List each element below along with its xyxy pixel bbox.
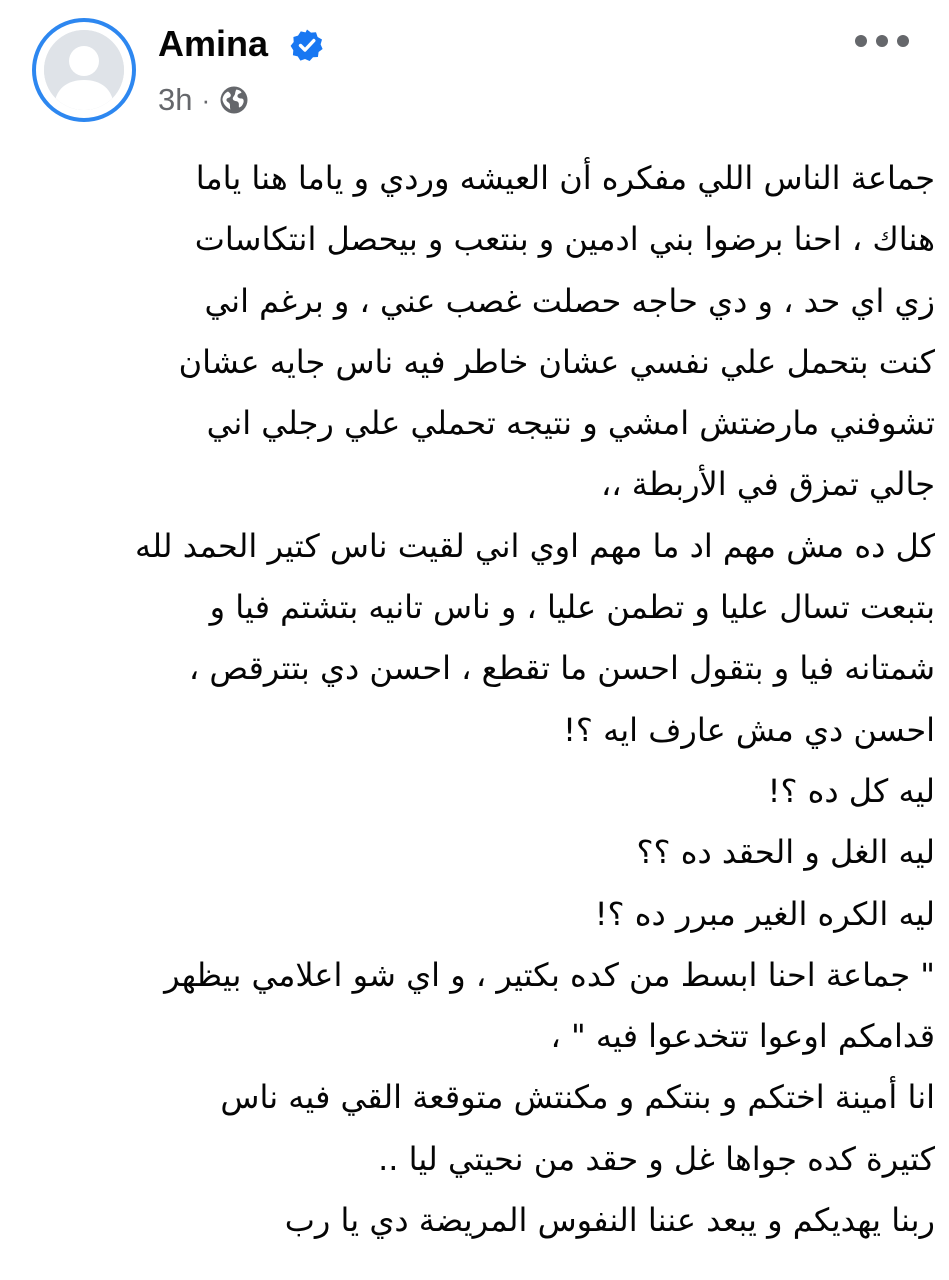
more-options-icon[interactable]	[855, 26, 909, 56]
post-timestamp[interactable]: 3h	[158, 81, 193, 117]
post-text-line: ليه الغل و الحقد ده ؟؟	[636, 833, 935, 872]
default-avatar-icon	[44, 30, 124, 110]
post-text-line: تشوفني مارضتش امشي و نتيجه تحملي علي رجلي اني	[206, 404, 935, 443]
post-text-line: ليه الكره الغير مبرر ده ؟!	[594, 894, 935, 933]
post-text-line: احسن دي مش عارف ايه ؟!	[563, 710, 935, 749]
post-text-line: زي اي حد ، و دي حاجه حصلت غصب عني ، و برغم اني	[204, 281, 935, 320]
post-text	[40, 148, 935, 1251]
post-text-line: ربنا يهديكم و يبعد عننا النفوس المريضة دي يا رب	[284, 1201, 935, 1240]
post-header	[0, 0, 949, 140]
meta-separator: ·	[201, 84, 211, 115]
profile-avatar[interactable]	[32, 18, 136, 122]
post-meta	[158, 78, 249, 118]
verified-badge-icon	[290, 28, 324, 62]
post-text-line: هناك ، احنا برضوا بني ادمين و بنتعب و بيحصل انتكاسات	[194, 220, 935, 259]
globe-icon[interactable]	[219, 85, 249, 115]
post-text-line: انا أمينة اختكم و بنتكم و مكنتش متوقعة القي فيه ناس	[220, 1078, 935, 1117]
post-text-line: كتيرة كده جواها غل و حقد من نحيتي ليا ..	[378, 1139, 935, 1178]
post-text-line: جالي تمزق في الأربطة ،،	[600, 465, 935, 504]
post-text-line: قدامكم اوعوا تتخدعوا فيه " ،	[550, 1017, 935, 1056]
post-text-line: شمتانه فيا و بتقول احسن ما تقطع ، احسن دي بتترقص ،	[188, 649, 935, 688]
post-text-line: ليه كل ده ؟!	[767, 771, 935, 810]
post-text-line: جماعة الناس اللي مفكره أن العيشه وردي و ياما هنا ياما	[195, 159, 935, 197]
post-text-line: كنت بتحمل علي نفسي عشان خاطر فيه ناس جايه عشان	[178, 342, 935, 381]
more-dot	[876, 35, 888, 47]
author-name[interactable]: Amina	[158, 23, 269, 64]
more-dot	[897, 35, 909, 47]
post-text-line: " جماعة احنا ابسط من كده بكتير ، و اي شو اعلامي بيظهر	[164, 955, 935, 994]
post-text-line: بتبعت تسال عليا و تطمن عليا ، و ناس تانيه بتشتم فيا و	[209, 588, 935, 627]
post-text-line: كل ده مش مهم اد ما مهم اوي اني لقيت ناس كتير الحمد لله	[135, 526, 935, 565]
more-dot	[855, 35, 867, 47]
